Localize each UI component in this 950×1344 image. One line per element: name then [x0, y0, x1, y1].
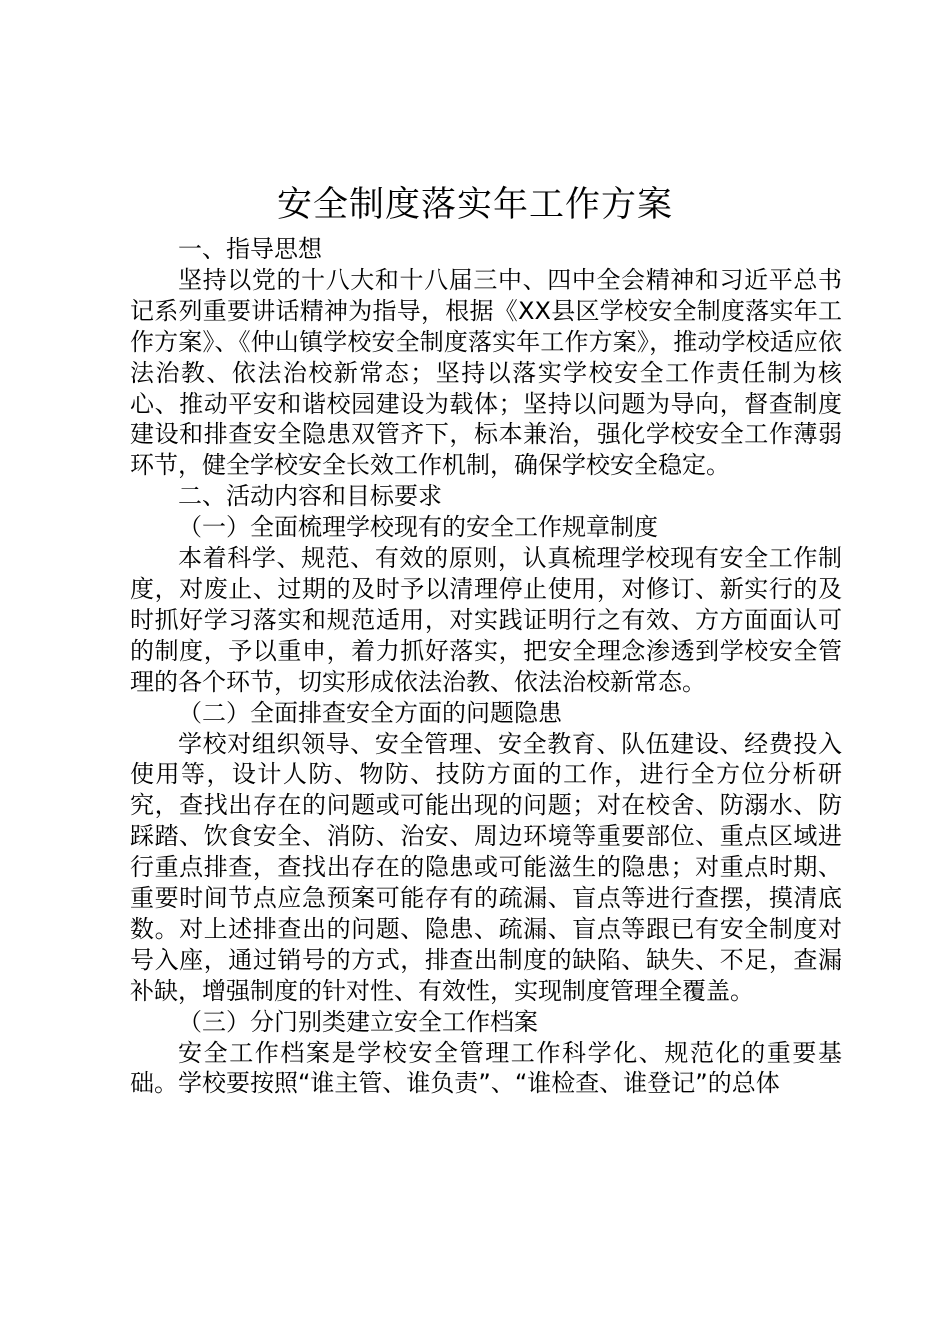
document-body [130, 234, 842, 1099]
section-heading-guiding-ideology: 一、指导思想 [178, 235, 322, 263]
section-heading-activity-content: 二、活动内容和目标要求 [178, 482, 442, 511]
paragraph-subsection-3: 安全工作档案是学校安全管理工作科学化、规范化的重要基础。学校要按照“谁主管、谁负责”、“谁检查、谁登记”的总体 [130, 1038, 842, 1098]
subsection-heading-3: （三）分门别类建立安全工作档案 [178, 1007, 538, 1036]
paragraph-guiding-ideology: 坚持以党的十八大和十八届三中、四中全会精神和习近平总书记系列重要讲话精神为指导，根据《XX县区学校安全制度落实年工作方案》、《仲山镇学校安全制度落实年工作方案》，推动学校适应依法治教、依法治校新常态；坚持以落实学校安全工作责任制为核心、推动平安和谐校园建设为载体；坚持以问题为导向，督查制度建设和排查安全隐患双管齐下，标本兼治，强化学校安全工作薄弱环节，健全学校安全长效工作机制，确保学校安全稳定。 [130, 265, 842, 480]
subsection-heading-2: （二）全面排查安全方面的问题隐患 [178, 698, 562, 727]
paragraph-subsection-1: 本着科学、规范、有效的原则，认真梳理学校现有安全工作制度，对废止、过期的及时予以清理停止使用，对修订、新实行的及时抓好学习落实和规范适用，对实践证明行之有效、方方面面认可的制度，予以重申，着力抓好落实，把安全理念渗透到学校安全管理的各个环节，切实形成依法治教、依法治校新常态。 [130, 544, 842, 696]
subsection-heading-1: （一）全面梳理学校现有的安全工作规章制度 [178, 513, 658, 542]
document-title: 安全制度落实年工作方案 [276, 185, 673, 225]
paragraph-subsection-2: 学校对组织领导、安全管理、安全教育、队伍建设、经费投入使用等，设计人防、物防、技防方面的工作，进行全方位分析研究，查找出存在的问题或可能出现的问题；对在校舍、防溺水、防踩踏、饮食安全、消防、治安、周边环境等重要部位、重点区域进行重点排查，查找出存在的隐患或可能滋生的隐患；对重点时期、重要时间节点应急预案可能存有的疏漏、盲点等进行查摆，摸清底数。对上述排查出的问题、隐患、疏漏、盲点等跟已有安全制度对号入座，通过销号的方式，排查出制度的缺陷、缺失、不足，查漏补缺，增强制度的针对性、有效性，实现制度管理全覆盖。 [130, 729, 842, 1005]
